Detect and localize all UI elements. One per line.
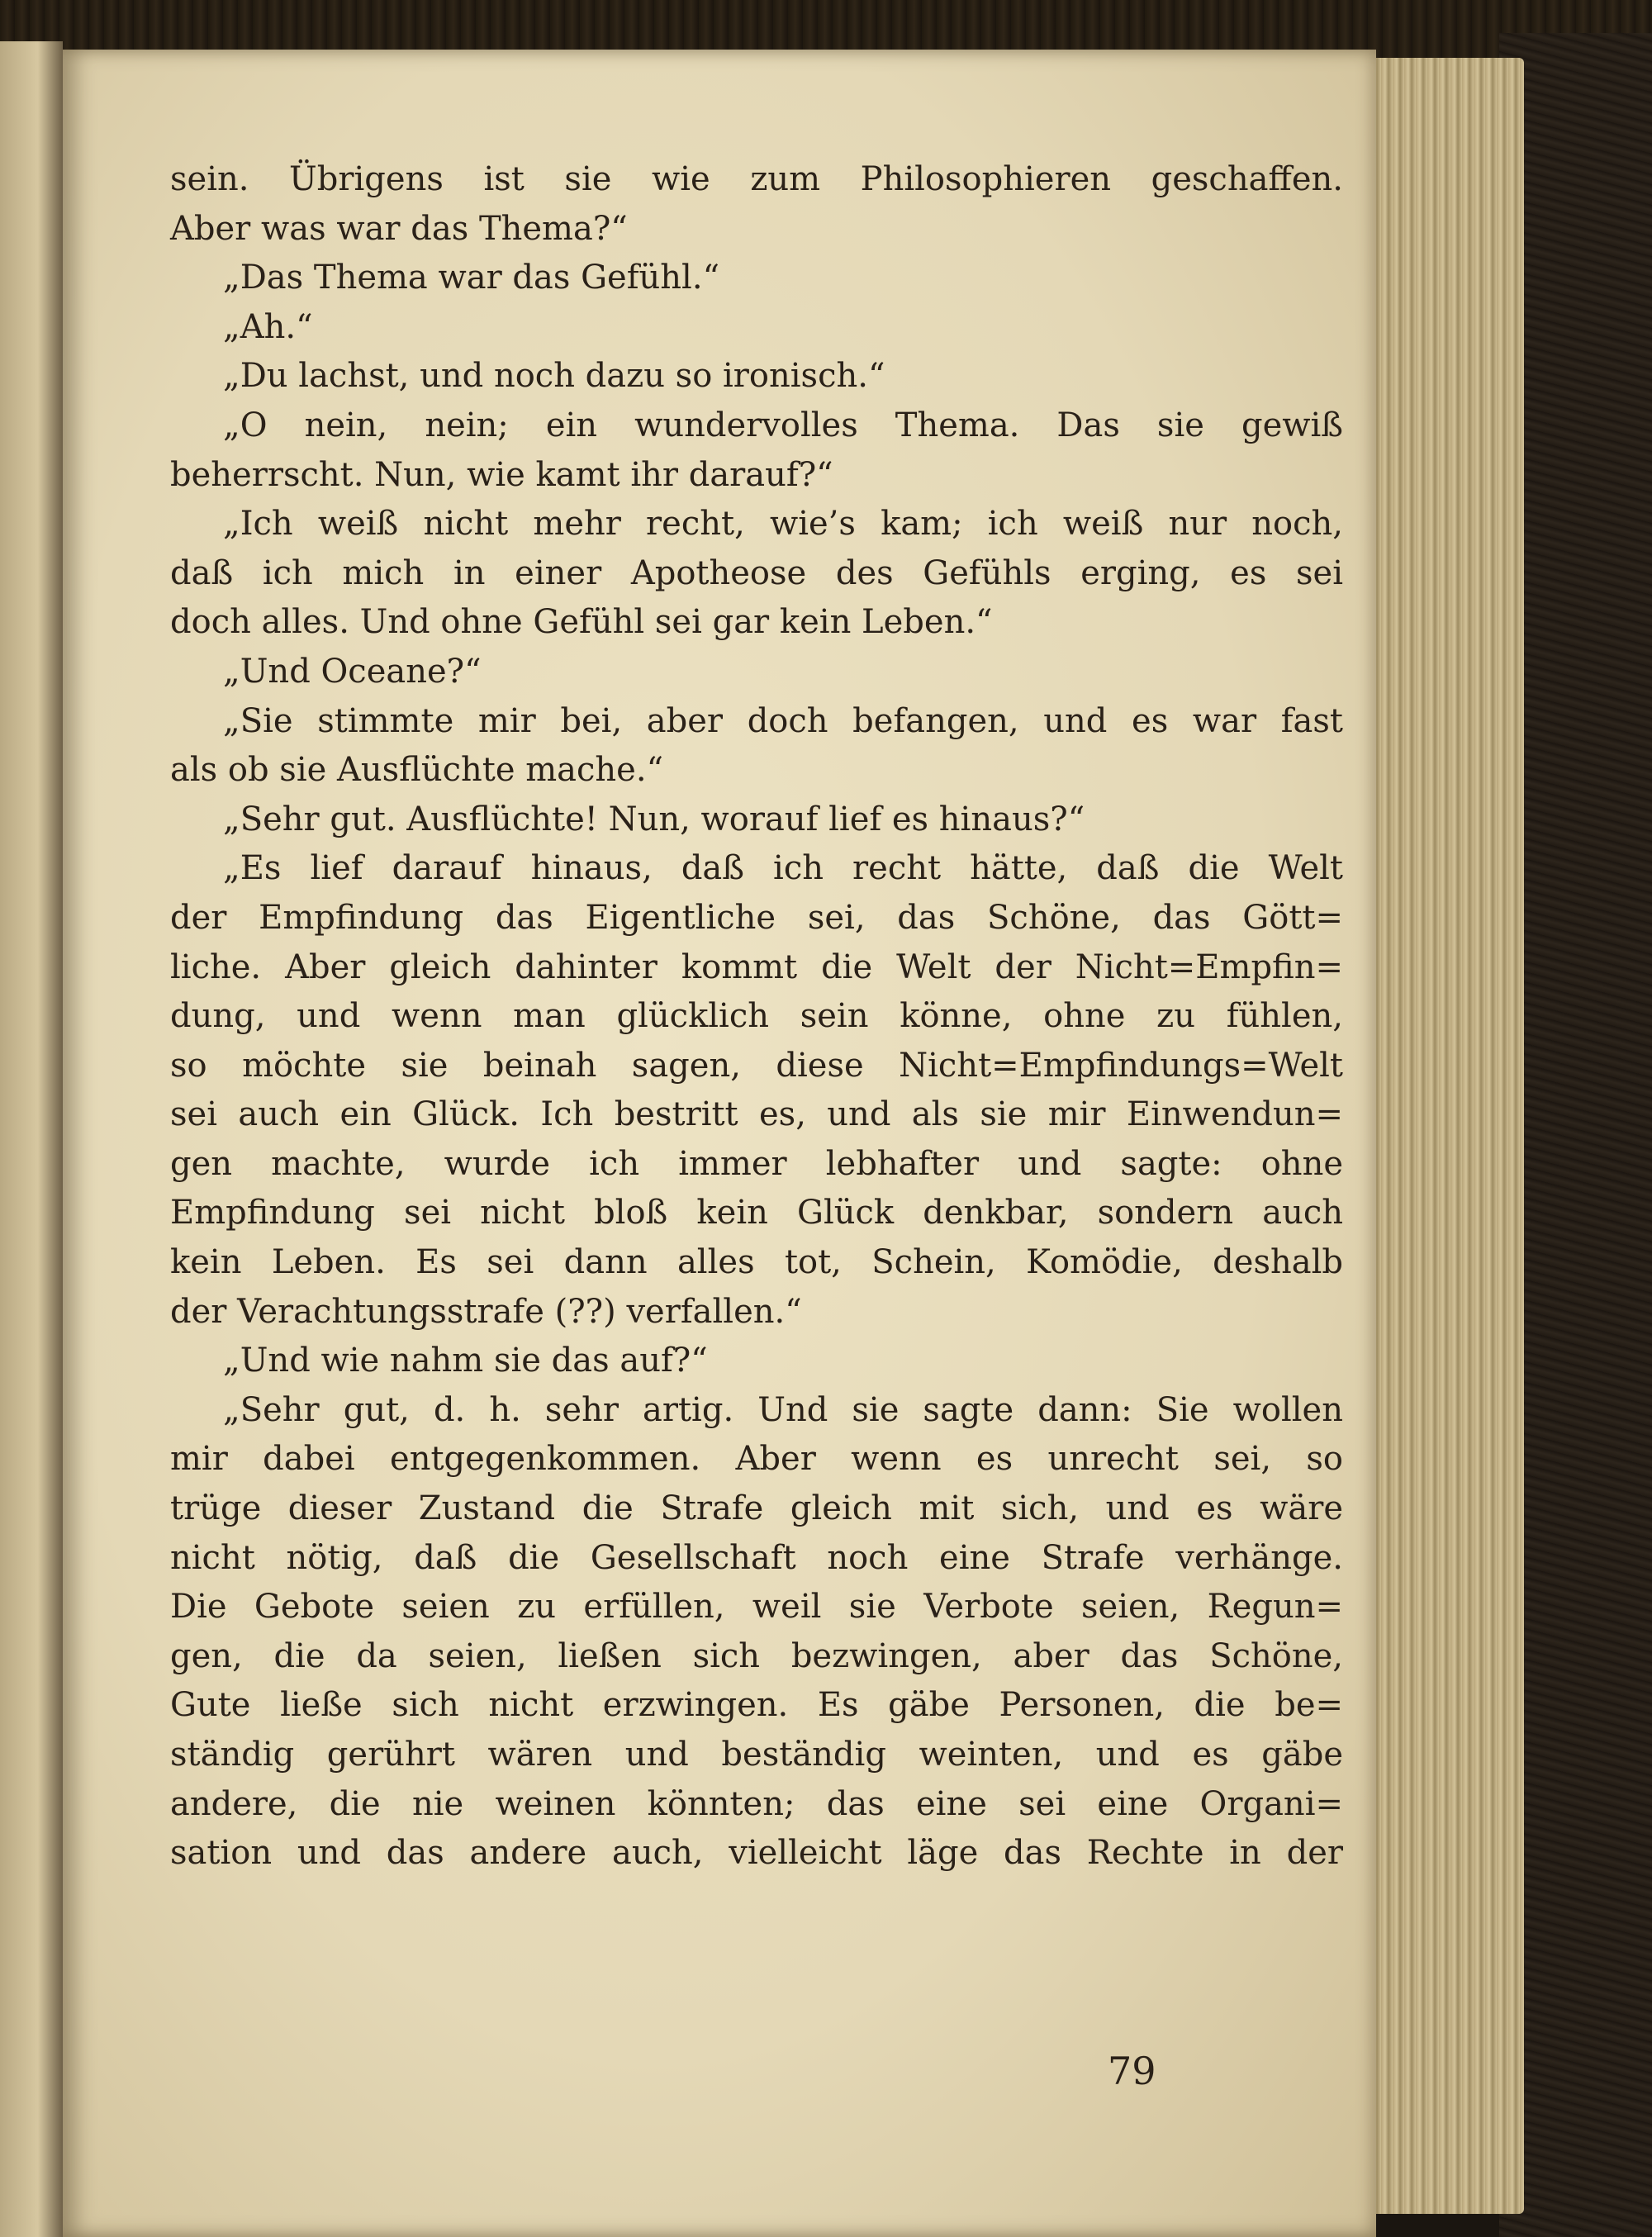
text-line: Aber was war das Thema?“ (170, 209, 628, 248)
text-line: gen, die da seien, ließen sich bezwingen, aber das Schöne, (170, 1636, 1343, 1675)
text-line: „Es lief darauf hinaus, daß ich recht hätte, daß die Welt (223, 849, 1343, 888)
page-number: 79 (1108, 2049, 1156, 2093)
text-line: „Ah.“ (223, 307, 313, 346)
text-line: Gute ließe sich nicht erzwingen. Es gäbe Personen, die be= (170, 1686, 1343, 1725)
text-line: „Das Thema war das Gefühl.“ (223, 259, 720, 297)
text-line: „Du lachst, und noch dazu so ironisch.“ (223, 357, 885, 396)
text-line: kein Leben. Es sei dann alles tot, Schein, Komödie, deshalb (170, 1243, 1343, 1282)
text-line: der Empfindung das Eigentliche sei, das Schöne, das Gött= (170, 898, 1343, 937)
text-line: „Sehr gut. Ausflüchte! Nun, worauf lief es hinaus?“ (223, 800, 1085, 838)
text-line: liche. Aber gleich dahinter kommt die Welt der Nicht=Empfin= (170, 948, 1343, 986)
text-line: „Und wie nahm sie das auf?“ (223, 1342, 708, 1380)
text-line: sei auch ein Glück. Ich bestritt es, und als sie mir Einwendun= (170, 1095, 1343, 1134)
text-line: „Sie stimmte mir bei, aber doch befangen, und es war fast (223, 701, 1343, 740)
text-line: daß ich mich in einer Apotheose des Gefühls erging, es sei (170, 553, 1343, 592)
text-line: sation und das andere auch, vielleicht läge das Rechte in der (170, 1834, 1343, 1873)
text-line: „Und Oceane?“ (223, 652, 482, 691)
text-line: so möchte sie beinah sagen, diese Nicht=Empfindungs=Welt (170, 1046, 1343, 1085)
text-line: der Verachtungsstrafe (??) verfallen.“ (170, 1292, 802, 1331)
text-line: andere, die nie weinen könnten; das eine sei eine Organi= (170, 1784, 1343, 1823)
book-page (63, 50, 1376, 2237)
text-line: „O nein, nein; ein wundervolles Thema. Das sie gewiß (223, 406, 1343, 444)
text-line: Empfindung sei nicht bloß kein Glück denkbar, sondern auch (170, 1194, 1343, 1232)
text-line: trüge dieser Zustand die Strafe gleich mit sich, und es wäre (170, 1489, 1343, 1528)
text-line: dung, und wenn man glücklich sein könne, ohne zu fühlen, (170, 997, 1343, 1036)
text-line: beherrscht. Nun, wie kamt ihr darauf?“ (170, 455, 833, 494)
page-text (170, 155, 1343, 1878)
facing-page-edge (0, 41, 63, 2237)
text-line: nicht nötig, daß die Gesellschaft noch eine Strafe verhänge. (170, 1538, 1343, 1577)
text-line: als ob sie Ausflüchte mache.“ (170, 751, 664, 790)
text-line: doch alles. Und ohne Gefühl sei gar kein Leben.“ (170, 603, 993, 642)
text-line: „Sehr gut, d. h. sehr artig. Und sie sagte dann: Sie wollen (223, 1390, 1343, 1429)
text-line: „Ich weiß nicht mehr recht, wie’s kam; ich weiß nur noch, (223, 505, 1343, 544)
text-line: gen machte, wurde ich immer lebhafter und sagte: ohne (170, 1144, 1343, 1183)
text-line: mir dabei entgegenkommen. Aber wenn es unrecht sei, so (170, 1440, 1343, 1479)
text-line: ständig gerührt wären und beständig weinten, und es gäbe (170, 1736, 1343, 1774)
text-line: sein. Übrigens ist sie wie zum Philosophieren geschaffen. (170, 160, 1343, 198)
text-line: Die Gebote seien zu erfüllen, weil sie Verbote seien, Regun= (170, 1588, 1343, 1627)
